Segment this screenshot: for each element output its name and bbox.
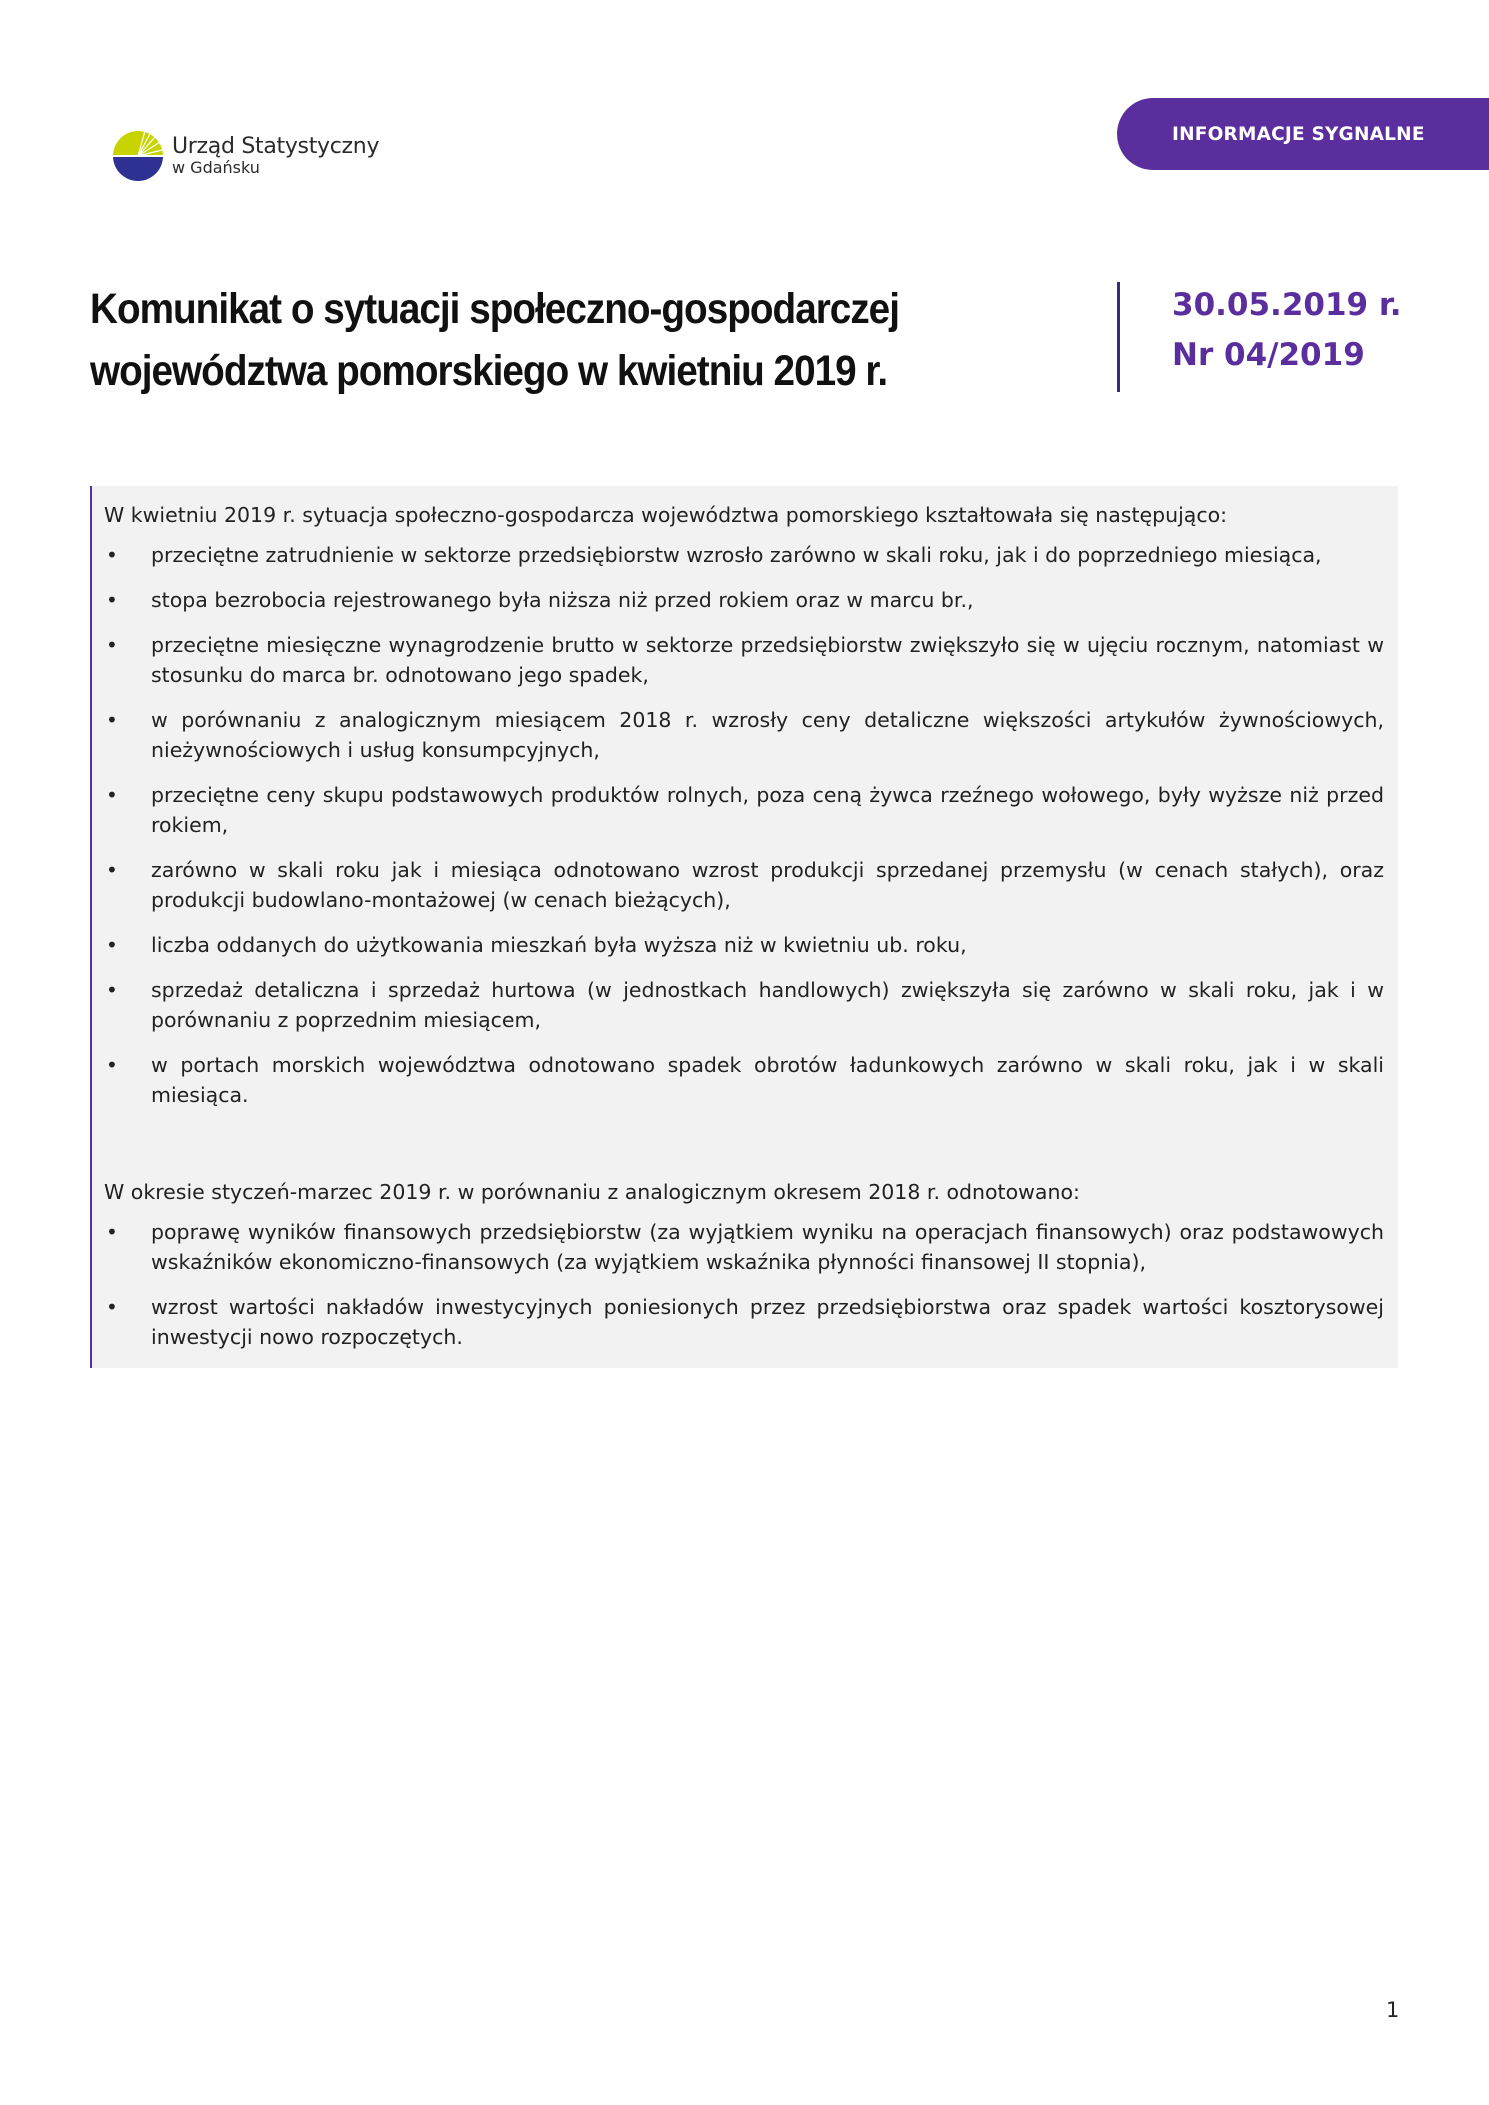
bullet-icon: • (106, 978, 118, 1002)
bullet-icon: • (106, 543, 118, 567)
document-title-line-1: Komunikat o sytuacji społeczno-gospodarczej (90, 285, 899, 333)
summary-list-quarterly (104, 1217, 1384, 1352)
list-item (104, 975, 1384, 1035)
bullet-icon: • (106, 588, 118, 612)
header-divider (1117, 282, 1120, 392)
list-item-text: wzrost wartości nakładów inwestycyjnych poniesionych przez przedsiębiorstwa oraz spadek wartości kosztorysowej inwestycji nowo rozpoczętych. (151, 1295, 1384, 1349)
list-item (104, 855, 1384, 915)
publication-meta (1172, 280, 1402, 380)
bullet-icon: • (106, 783, 118, 807)
list-item (104, 1292, 1384, 1352)
logo-title: Urząd Statystyczny (172, 134, 380, 160)
list-item-text: w portach morskich województwa odnotowano spadek obrotów ładunkowych zarówno w skali roku, jak i w skali miesiąca. (151, 1053, 1384, 1107)
list-item (104, 1050, 1384, 1110)
list-item (104, 780, 1384, 840)
list-item (104, 705, 1384, 765)
bullet-icon: • (106, 1053, 118, 1077)
list-item (104, 585, 1384, 615)
logo-subtitle: w Gdańsku (172, 158, 260, 178)
list-item (104, 630, 1384, 690)
bullet-icon: • (106, 1295, 118, 1319)
list-item (104, 930, 1384, 960)
document-title (90, 278, 972, 402)
list-item-text: sprzedaż detaliczna i sprzedaż hurtowa (w jednostkach handlowych) zwiększyła się zarówno w skali roku, jak i w porównaniu z poprzednim miesiącem, (151, 978, 1384, 1032)
list-item-text: stopa bezrobocia rejestrowanego była niższa niż przed rokiem oraz w marcu br., (151, 588, 974, 612)
summary-box (90, 486, 1398, 1368)
bullet-icon: • (106, 633, 118, 657)
category-badge (1117, 98, 1489, 170)
list-item (104, 540, 1384, 570)
summary-intro-quarterly: W okresie styczeń-marzec 2019 r. w porównaniu z analogicznym okresem 2018 r. odnotowano: (104, 1180, 1080, 1204)
bullet-icon: • (106, 933, 118, 957)
publication-number: Nr 04/2019 (1172, 337, 1365, 373)
bullet-icon: • (106, 708, 118, 732)
office-logo (112, 118, 379, 194)
page-number: 1 (1386, 1998, 1400, 2022)
category-badge-label: INFORMACJE SYGNALNE (1172, 123, 1425, 145)
bullet-icon: • (106, 858, 118, 882)
summary-list-monthly (104, 540, 1384, 1110)
section-spacer (104, 1125, 1384, 1177)
list-item-text: przeciętne ceny skupu podstawowych produktów rolnych, poza ceną żywca rzeźnego wołowego, były wyższe niż przed rokiem, (151, 783, 1384, 837)
publication-date: 30.05.2019 r. (1172, 287, 1402, 323)
list-item-text: liczba oddanych do użytkowania mieszkań była wyższa niż w kwietniu ub. roku, (151, 933, 967, 957)
statistics-office-emblem-icon (112, 118, 164, 194)
list-item-text: zarówno w skali roku jak i miesiąca odnotowano wzrost produkcji sprzedanej przemysłu (w cenach stałych), oraz produkcji budowlano-montażowej (w cenach bieżących), (151, 858, 1384, 912)
list-item (104, 1217, 1384, 1277)
summary-intro-monthly: W kwietniu 2019 r. sytuacja społeczno-gospodarcza województwa pomorskiego kształtowała się następująco: (104, 503, 1228, 527)
document-title-line-2: województwa pomorskiego w kwietniu 2019 r. (90, 347, 888, 395)
list-item-text: przeciętne zatrudnienie w sektorze przedsiębiorstw wzrosło zarówno w skali roku, jak i do poprzedniego miesiąca, (151, 543, 1322, 567)
list-item-text: poprawę wyników finansowych przedsiębiorstw (za wyjątkiem wyniku na operacjach finansowych) oraz podstawowych wskaźników ekonomiczno-finansowych (za wyjątkiem wskaźnika płynności finansowej II stopnia), (151, 1220, 1384, 1274)
list-item-text: przeciętne miesięczne wynagrodzenie brutto w sektorze przedsiębiorstw zwiększyło się w ujęciu rocznym, natomiast w stosunku do marca br. odnotowano jego spadek, (151, 633, 1384, 687)
bullet-icon: • (106, 1220, 118, 1244)
list-item-text: w porównaniu z analogicznym miesiącem 2018 r. wzrosły ceny detaliczne większości artykułów żywnościowych, nieżywnościowych i usług konsumpcyjnych, (151, 708, 1384, 762)
